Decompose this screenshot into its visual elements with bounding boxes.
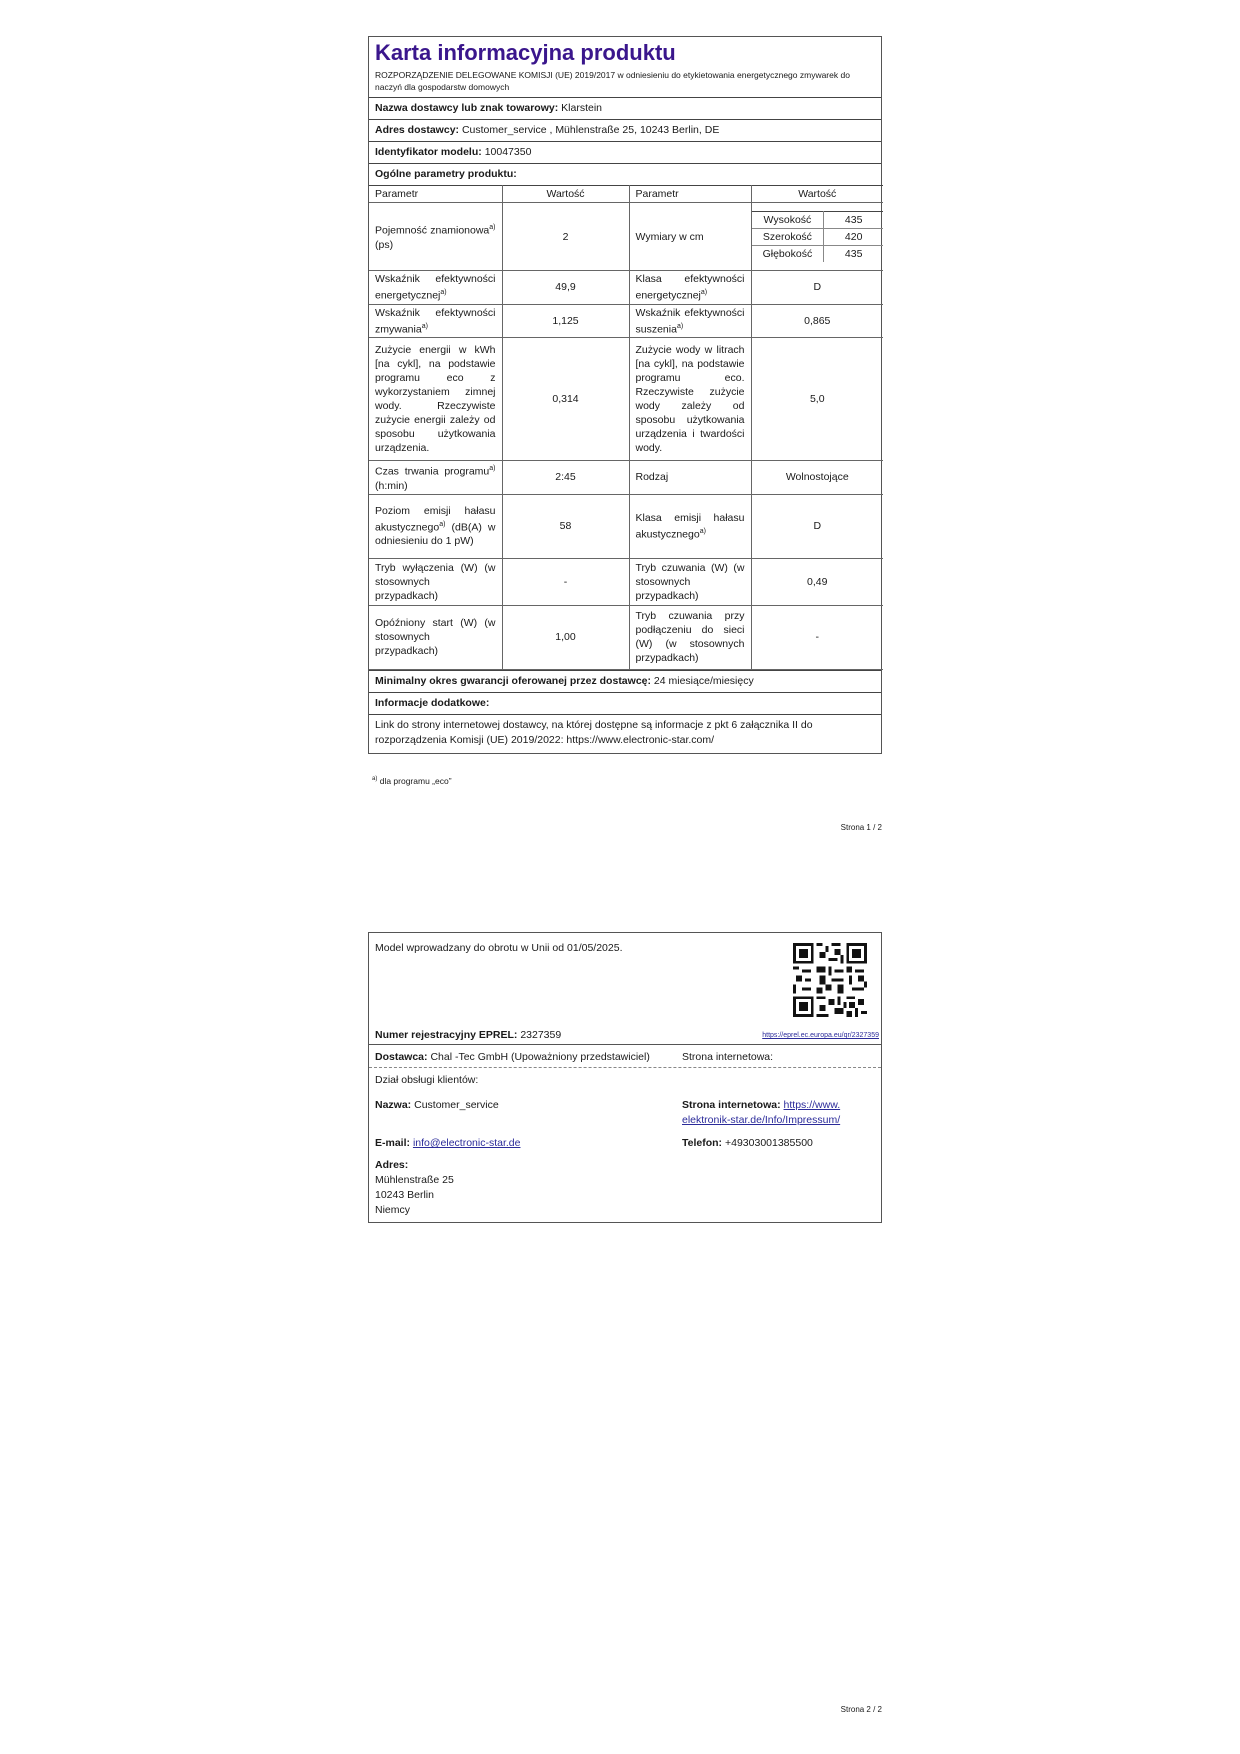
eprel-row: [375, 1028, 561, 1043]
model-intro: Model wprowadzany do obrotu w Unii od 01/05/2025.: [375, 942, 623, 954]
phone-value: +49303001385500: [724, 1137, 813, 1149]
noise-sup: a): [439, 520, 446, 528]
dim-depth-value: 435: [844, 248, 863, 260]
table-row: [369, 494, 883, 558]
capacity-unit: (ps): [375, 238, 394, 251]
footnote-text: dla programu „eco”: [379, 776, 452, 786]
divider: [369, 1044, 881, 1045]
cs-address-line: Niemcy: [375, 1204, 411, 1216]
capacity-sup: a): [489, 224, 496, 232]
eclass-value: D: [751, 271, 883, 305]
delay-label: Opóźniony start (W) (w stosownych przypadkach): [369, 605, 502, 669]
eprel-link[interactable]: https://eprel.ec.europa.eu/qr/2327359: [762, 1032, 879, 1039]
divider: [369, 1067, 881, 1068]
additional-info-row: [369, 692, 881, 714]
standby-label: Tryb czuwania (W) (w stosownych przypadkach): [629, 558, 751, 605]
footnote: [372, 776, 452, 786]
address-value: Customer_service , Mühlenstraße 25, 10243 Berlin, DE: [461, 124, 720, 136]
cs-website-link-2[interactable]: elektronik-star.de/Info/Impressum/: [682, 1114, 841, 1126]
eei-label-cell: [369, 271, 502, 305]
dry-label: Wskaźnik efektywności suszenia: [635, 306, 745, 335]
table-row: [369, 605, 883, 669]
general-params-row: [369, 163, 881, 185]
supplier-label: Nazwa dostawcy lub znak towarowy:: [375, 102, 559, 114]
dim-width-label: Szerokość: [752, 229, 824, 246]
cs-website-label: Strona internetowa:: [682, 1099, 781, 1111]
eprel-sheet: [368, 932, 882, 1223]
model-value: 10047350: [484, 146, 532, 158]
capacity-value: 2: [502, 203, 629, 271]
eprel-value: 2327359: [520, 1029, 562, 1041]
email-link[interactable]: info@electronic-star.de: [412, 1137, 521, 1149]
duration-label-cell: [369, 461, 502, 495]
page-title: Karta informacyjna produktu: [375, 40, 676, 65]
eprel-label: Numer rejestracyjny EPREL:: [375, 1029, 518, 1041]
address-label: Adres dostawcy:: [375, 124, 460, 136]
email-row: [375, 1136, 520, 1151]
dimensions-cell: [751, 203, 883, 271]
warranty-value: 24 miesiące/miesięcy: [653, 674, 754, 687]
duration-value: 2:45: [502, 461, 629, 495]
warranty-label: Minimalny okres gwarancji oferowanej przez dostawcę:: [375, 674, 651, 687]
model-row: [369, 141, 881, 163]
page-number-1: Strona 1 / 2: [840, 823, 882, 832]
table-row: [369, 338, 883, 461]
dimensions-table: [752, 211, 884, 262]
page-number-2: Strona 2 / 2: [840, 1705, 882, 1714]
table-row: [369, 203, 883, 271]
table-row: [369, 558, 883, 605]
header-param-1: Parametr: [369, 186, 502, 203]
noise-unit: (dB(A) w odniesieniu do 1 pW): [375, 521, 496, 548]
noise-class-label: Klasa emisji hałasu akustycznego: [635, 511, 745, 541]
cs-address-line: Mühlenstraße 25: [375, 1174, 454, 1186]
cs-name-label: Nazwa:: [375, 1099, 412, 1111]
eei-value: 49,9: [502, 271, 629, 305]
supplier-label: Dostawca:: [375, 1051, 428, 1063]
email-label: E-mail:: [375, 1137, 411, 1149]
netstandby-label: Tryb czuwania przy podłączeniu do sieci (W) (w stosownych przypadkach): [629, 605, 751, 669]
dim-width-value: 420: [824, 229, 883, 246]
water-label: Zużycie wody w litrach [na cykl], na podstawie programu eco. Rzeczywiste zużycie wody zależy od sposobu użytkowania urządzenia i twardości wody.: [629, 338, 751, 461]
water-value: 5,0: [751, 338, 883, 461]
footnote-sup: a): [372, 776, 378, 783]
eclass-label: Klasa efektywności energetycznej: [635, 273, 745, 302]
dry-sup: a): [676, 322, 684, 330]
warranty-row: [369, 670, 881, 692]
regulation-subtitle: ROZPORZĄDZENIE DELEGOWANE KOMISJI (UE) 2019/2017 w odniesieniu do etykietowania energetycznego zmywarek do naczyń dla gospodarstw domowych: [375, 70, 850, 92]
phone-row: [682, 1136, 813, 1151]
cs-address-line: 10243 Berlin: [375, 1189, 434, 1201]
supplier-row: [375, 1050, 650, 1065]
duration-sup: a): [489, 465, 496, 472]
phone-label: Telefon:: [682, 1137, 723, 1149]
noise-label-cell: [369, 494, 502, 558]
energy-value: 0,314: [502, 338, 629, 461]
standby-value: 0,49: [751, 558, 883, 605]
header-param-2: Parametr: [629, 186, 751, 203]
supplier-value: Chal -Tec GmbH (Upoważniony przedstawiciel): [430, 1051, 650, 1063]
eclass-sup: a): [700, 289, 708, 296]
customer-service-label: Dział obsługi klientów:: [375, 1074, 479, 1086]
address-row: [369, 119, 881, 141]
header-value-1: Wartość: [502, 186, 629, 203]
model-label: Identyfikator modelu:: [375, 146, 482, 158]
cs-address-label: Adres:: [375, 1159, 409, 1171]
table-row: [369, 304, 883, 338]
type-value: Wolnostojące: [751, 461, 883, 495]
eei-label: Wskaźnik efektywności energetycznej: [375, 273, 496, 302]
dim-depth-label: Głębokość: [752, 246, 824, 263]
parameters-table: [369, 185, 883, 670]
dimensions-label: Wymiary w cm: [629, 203, 751, 271]
noise-class-value: D: [751, 494, 883, 558]
off-value: -: [502, 558, 629, 605]
supplier-value: Klarstein: [561, 102, 602, 114]
clean-label-cell: [369, 304, 502, 338]
general-params-label: Ogólne parametry produktu:: [375, 168, 517, 180]
energy-label: Zużycie energii w kWh [na cykl], na podstawie programu eco z wykorzystaniem zimnej wody. Rzeczywiste zużycie energii zależy od sposobu użytkowania urządzenia.: [369, 338, 502, 461]
delay-value: 1,00: [502, 605, 629, 669]
cs-name-value: Customer_service: [414, 1099, 499, 1111]
header-value-2: Wartość: [751, 186, 883, 203]
table-header-row: [369, 186, 883, 203]
dry-label-cell: [629, 304, 751, 338]
table-row: [369, 461, 883, 495]
supplier-row: [369, 97, 881, 119]
eei-sup: a): [440, 289, 447, 296]
netstandby-value: -: [751, 605, 883, 669]
cs-website-row: [682, 1098, 872, 1128]
cs-name-row: [375, 1098, 499, 1113]
type-label: Rodzaj: [629, 461, 751, 495]
product-info-sheet: [368, 36, 882, 754]
noise-class-label-cell: [629, 494, 751, 558]
dim-height-value: 435: [824, 212, 883, 229]
duration-unit: (h:min): [375, 479, 408, 492]
clean-label: Wskaźnik efektywności zmywania: [375, 306, 496, 335]
noise-value: 58: [502, 494, 629, 558]
cs-website-link-1[interactable]: https://www.: [783, 1099, 841, 1111]
duration-label: Czas trwania programu: [375, 465, 490, 478]
supplier-link-text: Link do strony internetowej dostawcy, na której dostępne są informacje z pkt 6 załącznika II do rozporządzenia Komisji (UE) 2019/2022: https://www.electronic-star.com/: [375, 718, 813, 746]
noise-label: Poziom emisji hałasu akustycznego: [375, 504, 496, 534]
qr-code-icon[interactable]: [793, 943, 867, 1017]
table-row: [369, 271, 883, 305]
additional-info-label: Informacje dodatkowe:: [375, 696, 490, 709]
noise-class-sup: a): [699, 527, 706, 535]
clean-sup: a): [421, 322, 428, 330]
supplier-link-row: [369, 714, 881, 753]
capacity-label: Pojemność znamionowa: [375, 224, 490, 237]
capacity-label-cell: [369, 203, 502, 271]
off-label: Tryb wyłączenia (W) (w stosownych przypadkach): [369, 558, 502, 605]
website-label: Strona internetowa:: [682, 1051, 774, 1063]
clean-value: 1,125: [502, 304, 629, 338]
dry-value: 0,865: [751, 304, 883, 338]
eclass-label-cell: [629, 271, 751, 305]
cs-address: [375, 1158, 454, 1218]
dim-height-label: Wysokość: [752, 212, 824, 229]
